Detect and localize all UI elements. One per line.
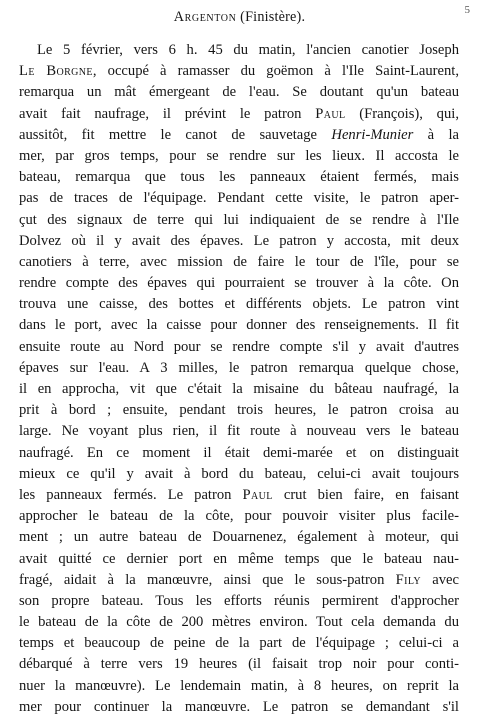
paragraph-line [19,612,459,633]
text-run: Dolvez où il y avait des épaves. Le patron y accosta, mit deux [19,232,459,249]
paragraph-line [19,379,459,400]
paragraph-line [19,506,459,527]
paragraph-line [19,591,459,612]
text-run: (François), qui, [345,105,459,122]
section-heading [0,9,479,26]
page-number: 5 [464,4,470,16]
report-paragraph [19,40,459,718]
paragraph-line [19,61,459,82]
proper-name: Paul [242,486,273,503]
paragraph-line [19,697,459,718]
text-run: avait fait naufrage, il prévint le patron [19,105,316,122]
text-run: les panneaux fermés. Le patron [19,486,243,503]
text-run: avait quitté ce dernier port en même temps que le bateau nau- [19,550,459,567]
text-run: large. Ne voyant plus rien, il fit route à nouveau vers le bateau [19,423,459,440]
text-run: Le 5 février, vers 6 h. 45 du matin, l'ancien canotier Joseph [37,42,459,58]
text-run: dans le port, avec la caisse pour donner des renseignements. Il fit [19,317,459,334]
paragraph-line [19,654,459,675]
text-run: rendre compte des épaves qui pourraient se trouver à la côte. On [19,275,459,292]
paragraph-line [19,231,459,252]
text-run: ment ; un autre bateau de Douarnenez, également à moteur, qui [19,529,459,546]
text-run: son propre bateau. Tous les efforts réunis permirent d'approcher [19,592,459,609]
paragraph-line [19,570,459,591]
paragraph-line [19,252,459,273]
text-run: ensuite route au Nord pour se rendre compte s'il y avait d'autres [19,338,459,355]
paragraph-line [19,527,459,548]
paragraph-line [19,82,459,103]
text-run: le bateau de la côte de 200 mètres environ. Tout cela demanda du [19,614,459,631]
paragraph-line [19,400,459,421]
boat-name: Henri-Munier [331,126,414,143]
paragraph-line [19,358,459,379]
paragraph-line [19,633,459,654]
paragraph-line [19,273,459,294]
paragraph-line [19,167,459,188]
paragraph-line [19,210,459,231]
text-run: remarqua un mât émergeant de l'eau. Se doutant qu'un bateau [19,84,459,101]
text-run: à la [413,126,459,143]
paragraph-line [19,421,459,442]
text-run: nuer la manœuvre). Le lendemain matin, à 8 heures, on reprit la [19,677,459,694]
text-run: canotiers à terre, avec mission de faire le tour de l'île, pour se [19,253,459,270]
paragraph-line [19,549,459,570]
paragraph-line [19,40,459,61]
text-run: çut des signaux de terre qui lui indiquaient de se rendre à l'Ile [19,211,459,228]
text-run: avec [421,571,459,588]
paragraph-line [19,337,459,358]
text-run: , occupé à ramasser du goëmon à l'Ile Saint-Laurent, [92,63,459,80]
paragraph-line [19,464,459,485]
heading-region: (Finistère). [240,9,306,25]
text-run: mer, par gros temps, pour se rendre sur les lieux. Il accosta le [19,147,459,164]
text-run: prit à bord ; ensuite, pendant trois heures, le patron croisa au [19,402,459,419]
paragraph-line [19,294,459,315]
paragraph-line [19,485,459,506]
text-run: mieux ce qu'il y avait à bord du bateau, celui-ci avait toujours [19,465,459,482]
text-run: il en approcha, vit que c'était la misaine du bâteau naufragé, la [19,381,459,397]
paragraph-line [19,188,459,209]
text-run: temps et beaucoup de peine de la part de l'équipage ; celui-ci a [19,635,459,652]
text-run: pas de traces de l'équipage. Pendant cette visite, le patron aper- [19,190,459,207]
text-run: approcher le bateau de la côte, pour pouvoir visiter plus facile- [19,508,459,525]
text-run: aussitôt, fit mettre le canot de sauvetage [19,126,332,143]
text-run: mer pour continuer la manœuvre. Le patron se demandant s'il [19,698,459,715]
text-run: naufragé. En ce moment il était demi-marée et on distinguait [19,444,459,461]
paragraph-line [19,104,459,125]
paragraph-line [19,125,459,146]
proper-name: Le Borgne [19,63,93,80]
text-run: débarqué à terre vers 19 heures (il faisait trop noir pour conti- [19,656,459,673]
paragraph-line [19,315,459,336]
proper-name: Paul [315,105,346,122]
text-run: crut bien faire, en faisant [272,486,459,503]
text-run: bateau, remarqua que tous les panneaux étaient fermés, mais [19,169,459,186]
paragraph-line [19,443,459,464]
text-run: fragé, aidait à la manœuvre, ainsi que le sous-patron [19,571,396,588]
paragraph-line [19,146,459,167]
proper-name: Fily [395,571,422,588]
text-run: épaves sur l'eau. A 3 milles, le patron remarqua quelque chose, [19,359,459,376]
heading-place: Argenton [173,9,237,25]
text-run: trouva une caisse, des bottes et différents objets. Le patron vint [19,296,459,313]
